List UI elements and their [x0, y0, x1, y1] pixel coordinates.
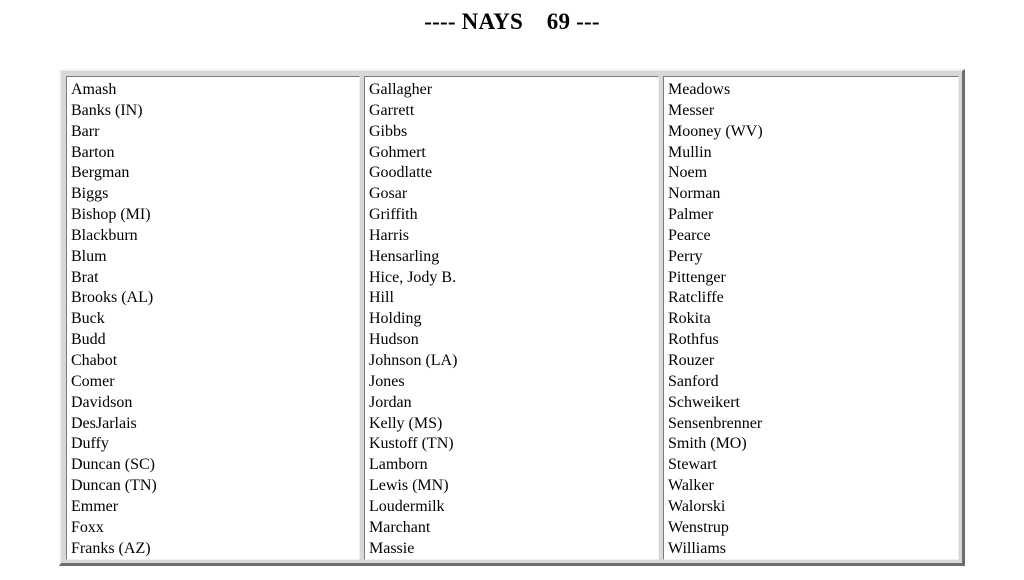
member-name: Bishop (MI): [71, 206, 151, 224]
member-name: Mullin: [668, 143, 712, 161]
member-name: Williams: [668, 539, 727, 557]
member-name: Gosar: [369, 185, 408, 203]
member-name: Duncan (TN): [71, 477, 157, 495]
member-name: Gohmert: [369, 143, 426, 161]
member-name: Budd: [71, 331, 106, 349]
member-name: Comer: [71, 372, 115, 390]
member-name: Emmer: [71, 497, 119, 515]
member-name: Franks (AZ): [71, 539, 151, 557]
member-name: Schweikert: [668, 393, 740, 411]
member-name: Rouzer: [668, 351, 715, 369]
member-name: Banks (IN): [71, 101, 143, 119]
member-name: Wenstrup: [668, 518, 729, 536]
member-name: Rothfus: [668, 331, 719, 349]
member-name: Pearce: [668, 226, 711, 244]
member-name: Marchant: [369, 518, 431, 536]
member-name: Duffy: [71, 435, 109, 453]
member-name: Perry: [668, 247, 703, 265]
member-name: Biggs: [71, 185, 109, 203]
member-name: Pittenger: [668, 268, 726, 286]
member-name: Noem: [668, 164, 708, 182]
member-name: Meadows: [668, 81, 731, 98]
member-name: Bergman: [71, 164, 130, 182]
column-3: [663, 76, 959, 560]
member-name: Norman: [668, 185, 721, 203]
member-name: Goodlatte: [369, 164, 433, 182]
member-name: Chabot: [71, 351, 118, 369]
member-name: Hensarling: [369, 247, 440, 265]
member-name: Messer: [668, 101, 715, 119]
member-name: Harris: [369, 226, 409, 244]
member-name: Hice, Jody B.: [369, 268, 457, 286]
member-name: Barr: [71, 122, 100, 140]
member-name: Ratcliffe: [668, 289, 724, 307]
member-name: Blum: [71, 247, 107, 265]
member-name: Stewart: [668, 456, 717, 474]
member-name: Smith (MO): [668, 435, 747, 453]
member-name: Blackburn: [71, 226, 138, 244]
member-name: Lewis (MN): [369, 477, 449, 495]
member-name: Griffith: [369, 206, 418, 224]
member-name: Lamborn: [369, 456, 428, 474]
member-name: Holding: [369, 310, 422, 328]
member-name: Walker: [668, 477, 714, 495]
member-name: Kustoff (TN): [369, 435, 454, 453]
member-name: Gallagher: [369, 81, 433, 98]
member-name: Gibbs: [369, 122, 408, 140]
column-1: [66, 76, 360, 560]
member-name: Amash: [71, 81, 117, 98]
member-name: Buck: [71, 310, 105, 328]
member-name: Massie: [369, 539, 415, 557]
member-name: Brooks (AL): [71, 289, 154, 307]
member-name: Foxx: [71, 518, 104, 536]
member-name: Garrett: [369, 101, 415, 119]
member-name: Hill: [369, 289, 394, 307]
member-name: Barton: [71, 143, 115, 161]
page-title: ---- NAYS 69 ---: [424, 9, 600, 34]
member-name: Walorski: [668, 497, 726, 515]
member-name: Davidson: [71, 393, 133, 411]
member-name: Kelly (MS): [369, 414, 443, 432]
member-name: Brat: [71, 268, 99, 286]
member-name: Sensenbrenner: [668, 414, 763, 432]
member-name: DesJarlais: [71, 414, 137, 432]
column-2: [364, 76, 659, 560]
member-name: Sanford: [668, 372, 719, 390]
member-name: Hudson: [369, 331, 419, 349]
member-name: Loudermilk: [369, 497, 445, 515]
member-name: Duncan (SC): [71, 456, 155, 474]
nays-table: [59, 69, 965, 566]
member-name: Palmer: [668, 206, 714, 224]
member-name: Jordan: [369, 393, 412, 411]
member-name: Johnson (LA): [369, 351, 458, 369]
member-name: Rokita: [668, 310, 711, 328]
member-name: Jones: [369, 372, 405, 390]
member-name: Mooney (WV): [668, 122, 763, 140]
